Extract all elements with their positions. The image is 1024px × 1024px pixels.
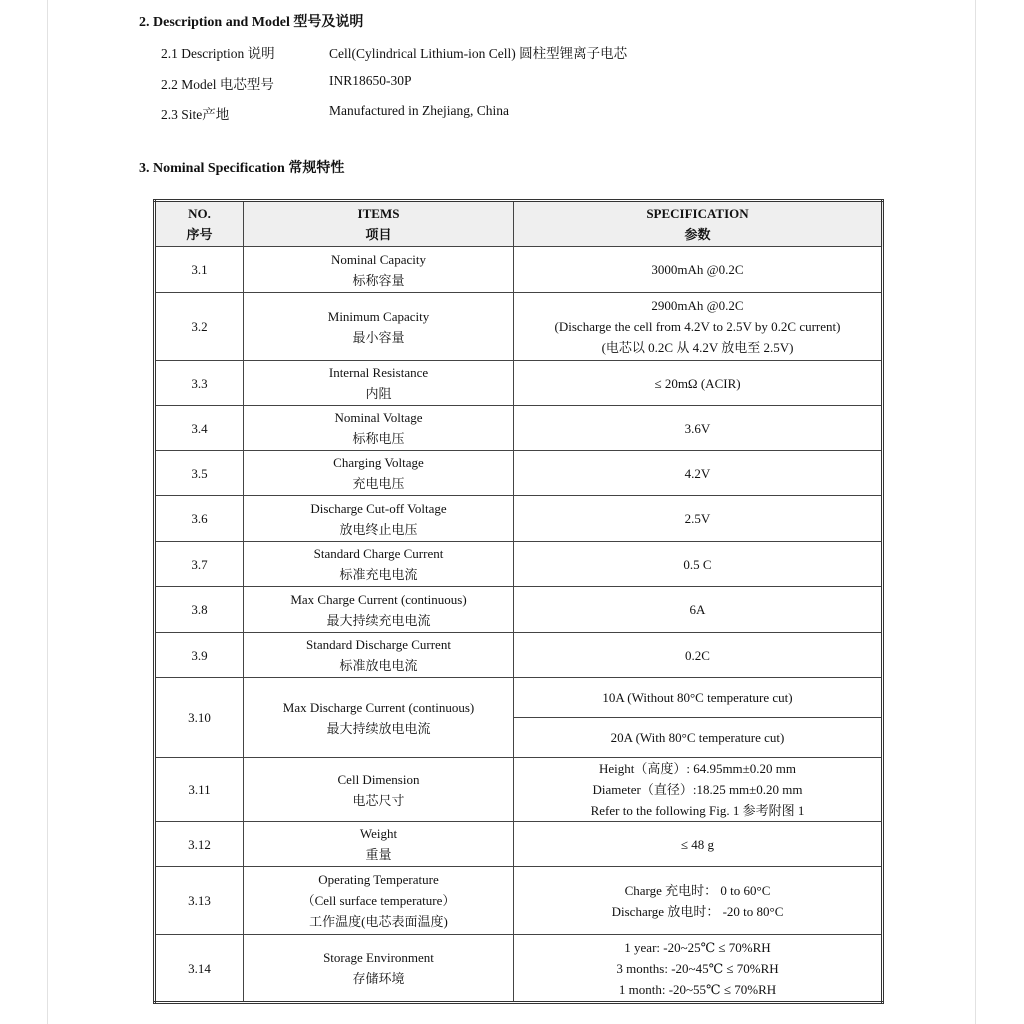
item-line: 电芯尺寸: [352, 792, 405, 808]
row-item: [244, 633, 514, 678]
table-row: [155, 542, 883, 587]
item-line: 重量: [365, 847, 392, 862]
table-row: [155, 822, 883, 867]
section-2-title: 2. Description and Model 型号及说明: [139, 15, 364, 30]
row-item: [244, 496, 514, 542]
row-number: 3.14: [155, 935, 244, 1003]
row-spec: [514, 247, 883, 293]
row-number: 3.12: [155, 822, 244, 867]
table-row: [155, 361, 883, 406]
row-spec: [514, 496, 883, 542]
item-line: 标准充电电流: [339, 567, 418, 582]
row-item: [244, 542, 514, 587]
row-spec: [514, 293, 883, 361]
header-no-en: NO.: [188, 206, 211, 221]
spec-line: ≤ 48 g: [680, 836, 715, 852]
spec-line: 6A: [689, 602, 706, 617]
row-item: [244, 361, 514, 406]
header-spec-en: SPECIFICATION: [646, 206, 749, 221]
row-spec: [514, 633, 883, 678]
item-line: Minimum Capacity: [327, 308, 430, 324]
row-item: [244, 935, 514, 1003]
row-item: [244, 247, 514, 293]
item-line: Operating Temperature: [318, 872, 439, 887]
table-row: [155, 867, 883, 935]
row-number: 3.1: [155, 247, 244, 293]
header-spec: [514, 201, 883, 247]
header-no: [155, 201, 244, 247]
spec-line: ≤ 20mΩ (ACIR): [654, 375, 741, 391]
item-line: Standard Charge Current: [313, 546, 444, 561]
item-line: 标称电压: [352, 431, 405, 446]
row-spec: [514, 361, 883, 406]
item-line: 标准放电电流: [339, 658, 418, 673]
row-item: [244, 678, 514, 758]
item-line: 存储环境: [352, 971, 405, 986]
spec-line: 1 year: -20~25℃ ≤ 70%RH: [624, 939, 771, 955]
model-value: INR18650-30P: [329, 73, 412, 88]
item-line: 充电电压: [352, 476, 405, 491]
table-row: [155, 935, 883, 1003]
row-number: 3.11: [155, 758, 244, 822]
nominal-spec-table: [153, 199, 884, 1004]
spec-line: (电芯以 0.2C 从 4.2V 放电至 2.5V): [601, 340, 794, 355]
header-items: [244, 201, 514, 247]
site-value: Manufactured in Zhejiang, China: [329, 103, 509, 118]
row-number: 3.10: [155, 678, 244, 758]
spec-line: 4.2V: [684, 465, 711, 481]
table-header-row: [155, 201, 883, 247]
row-number: 3.4: [155, 406, 244, 451]
row-spec: [514, 935, 883, 1003]
section-3-title: 3. Nominal Specification 常规特性: [139, 161, 345, 176]
model-label: 2.2 Model 电芯型号: [161, 77, 274, 92]
row-number: 3.13: [155, 867, 244, 935]
row-number: 3.6: [155, 496, 244, 542]
row-number: 3.2: [155, 293, 244, 361]
item-line: 最大持续放电电流: [326, 720, 431, 736]
spec-line: Charge 充电时： 0 to 60°C: [624, 882, 771, 898]
item-line: 工作温度(电芯表面温度): [309, 914, 448, 929]
spec-line: 1 month: -20~55℃ ≤ 70%RH: [618, 981, 777, 997]
row-number: 3.5: [155, 451, 244, 496]
item-line: （Cell surface temperature）: [301, 893, 456, 908]
item-line: Standard Discharge Current: [306, 637, 451, 652]
spec-line: 0.5 C: [683, 556, 712, 572]
row-spec: [514, 867, 883, 935]
item-line: Weight: [359, 826, 398, 841]
spec-line: 3000mAh @0.2C: [651, 262, 744, 277]
spec-line: Diameter（直径）:18.25 mm±0.20 mm: [592, 782, 803, 797]
table-row: [155, 758, 883, 822]
row-spec: [514, 451, 883, 496]
header-no-cn: 序号: [186, 227, 213, 242]
row-spec: [514, 587, 883, 633]
row-spec: [514, 406, 883, 451]
row-item: [244, 822, 514, 867]
item-line: Nominal Capacity: [331, 251, 426, 267]
item-line: Nominal Voltage: [334, 410, 423, 425]
description-value: Cell(Cylindrical Lithium-ion Cell) 圆柱型锂离子电芯: [329, 46, 628, 61]
spec-line: 2.5V: [684, 511, 711, 526]
row-spec: [514, 758, 883, 822]
item-line: Storage Environment: [323, 950, 434, 965]
item-line: Internal Resistance: [328, 365, 429, 380]
row-number: 3.8: [155, 587, 244, 633]
item-line: 内阻: [365, 386, 392, 401]
spec-line: Height（高度）: 64.95mm±0.20 mm: [598, 761, 797, 776]
row-item: [244, 867, 514, 935]
item-line: Charging Voltage: [333, 455, 424, 470]
row-number: 3.7: [155, 542, 244, 587]
header-items-en: ITEMS: [357, 206, 400, 221]
site-label: 2.3 Site产地: [161, 107, 230, 122]
description-label: 2.1 Description 说明: [161, 46, 275, 61]
header-spec-cn: 参数: [684, 227, 711, 242]
spec-line: 3.6V: [684, 420, 711, 436]
table-row: [155, 406, 883, 451]
item-line: Max Charge Current (continuous): [290, 591, 467, 607]
spec-line: 0.2C: [685, 647, 710, 663]
table-row: [155, 678, 883, 718]
spec-line: (Discharge the cell from 4.2V to 2.5V by 0.2C current): [554, 319, 841, 334]
item-line: Cell Dimension: [337, 771, 420, 787]
row-number: 3.9: [155, 633, 244, 678]
header-items-cn: 项目: [365, 227, 392, 242]
row-number: 3.3: [155, 361, 244, 406]
row-item: [244, 758, 514, 822]
item-line: 放电终止电压: [339, 521, 418, 537]
spec-line: Discharge 放电时： -20 to 80°C: [611, 903, 784, 919]
table-row: [155, 293, 883, 361]
table-row: [155, 496, 883, 542]
spec-line: 2900mAh @0.2C: [651, 298, 744, 313]
item-line: 最大持续充电电流: [326, 612, 431, 628]
row-item: [244, 293, 514, 361]
row-spec: [514, 822, 883, 867]
spec-line: 3 months: -20~45℃ ≤ 70%RH: [616, 960, 779, 976]
row-item: [244, 451, 514, 496]
table-row: [155, 247, 883, 293]
table-row: [155, 633, 883, 678]
row-item: [244, 406, 514, 451]
item-line: 标称容量: [352, 272, 405, 288]
item-line: Discharge Cut-off Voltage: [310, 500, 447, 516]
row-spec: 20A (With 80°C temperature cut): [514, 718, 883, 758]
row-item: [244, 587, 514, 633]
spec-line: Refer to the following Fig. 1 参考附图 1: [590, 803, 805, 818]
row-spec: 10A (Without 80°C temperature cut): [514, 678, 883, 718]
row-spec: [514, 542, 883, 587]
item-line: Max Discharge Current (continuous): [282, 699, 475, 715]
table-row: [155, 451, 883, 496]
table-row: [155, 587, 883, 633]
item-line: 最小容量: [352, 329, 405, 345]
